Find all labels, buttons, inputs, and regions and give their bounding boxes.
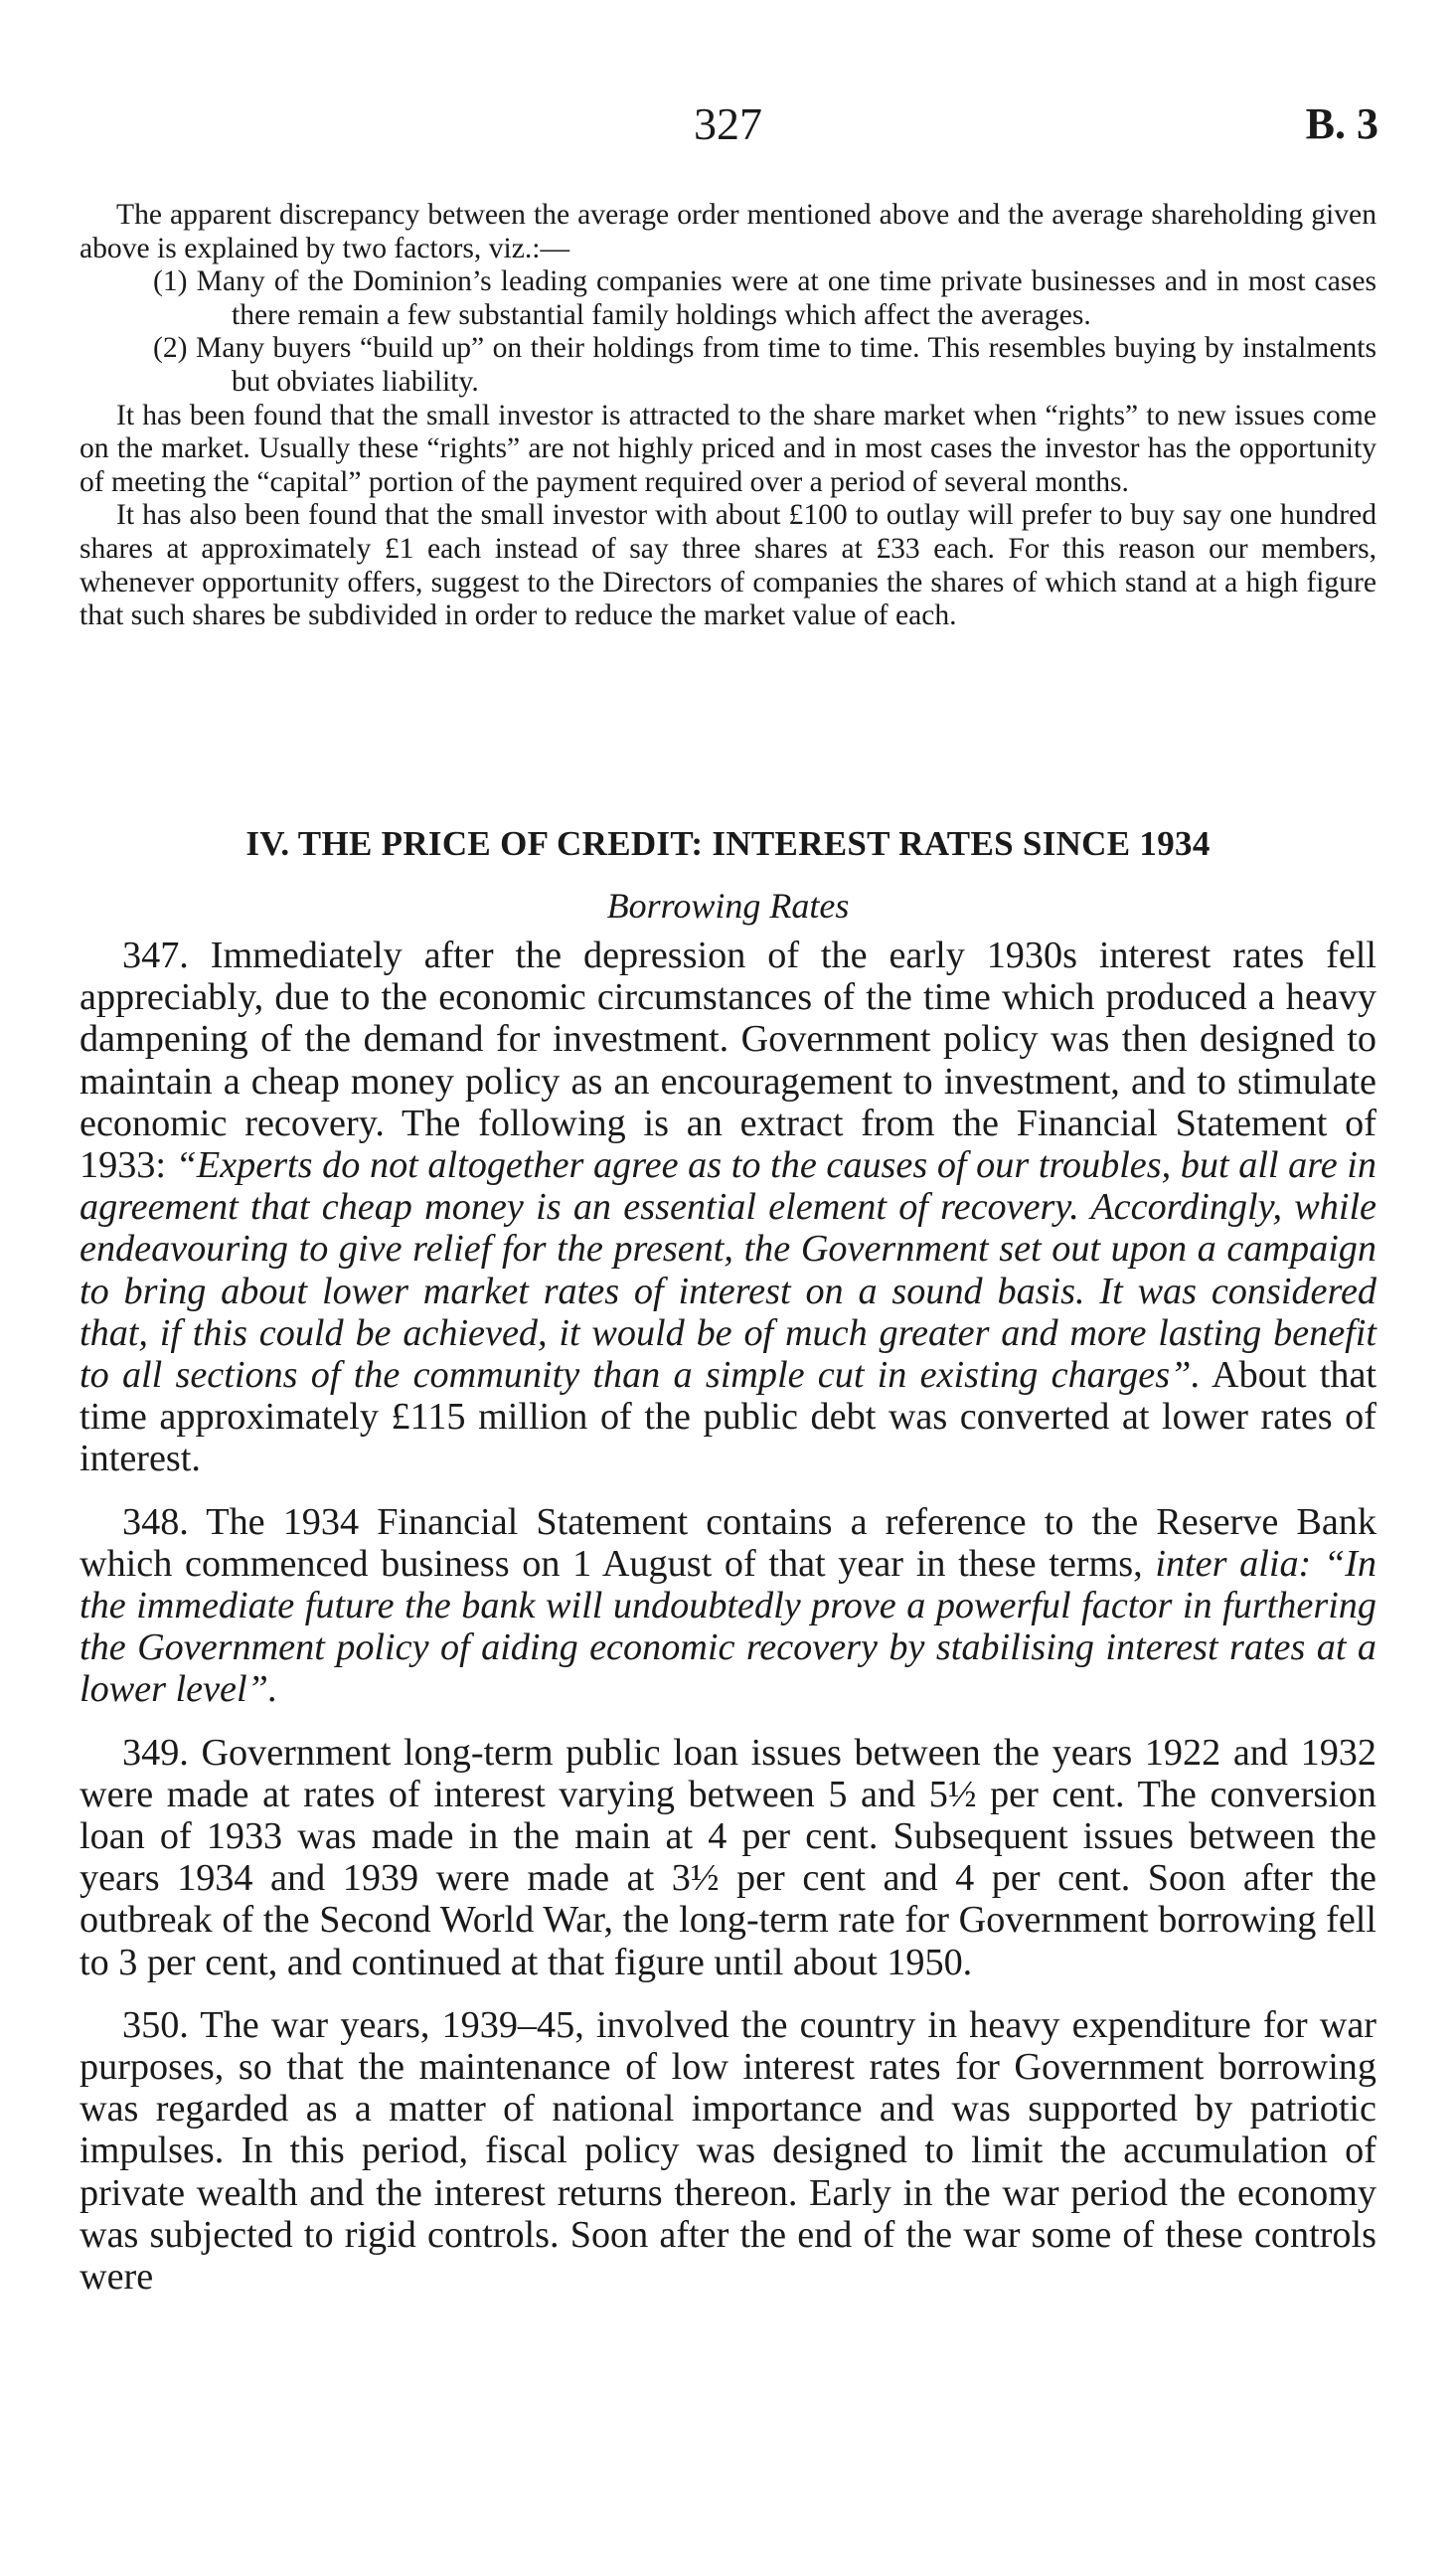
paragraph-text: 347. Immediately after the depression of the early 1930s interest rates fell appreciably, due to the economic circumstances of the time which produced a heavy dampening of the demand for investment. Government policy was then designed to maintain a cheap money policy as an encouragement to investment, and to stimulate economic recovery. The following is an extract from the Financial Statement of 1933: bbox=[80, 935, 1376, 1187]
paragraph-text: 348. The 1934 Financial Statement contains a reference to the Reserve Bank which commenced business on 1 August of that year in these terms, bbox=[80, 1500, 1376, 1585]
list-marker: (1) bbox=[153, 265, 188, 298]
document-reference: B. 3 bbox=[1305, 99, 1378, 148]
paragraph-350: 350. The war years, 1939–45, involved the country in heavy expenditure for war purposes, so that the maintenance of low interest rates for Government borrowing was regarded as a matter of national importance and was supported by patriotic impulses. In this period, fiscal policy was designed to limit the accumulation of private wealth and the interest returns thereon. Early in the war period the economy was subjected to rigid controls. Soon after the end of the war some of these controls were bbox=[80, 2003, 1376, 2299]
list-marker: (2) bbox=[153, 332, 188, 365]
page-number: 327 bbox=[694, 98, 762, 149]
intro-paragraph: The apparent discrepancy between the average order mentioned above and the average shareholding given above is explained by two factors, viz.:— bbox=[80, 199, 1376, 264]
intro-section bbox=[80, 199, 1376, 633]
section-title: IV. THE PRICE OF CREDIT: INTEREST RATES SINCE 1934 bbox=[245, 824, 1211, 863]
quotation: “Experts do not altogether agree as to the causes of our troubles, but all are in agreement that cheap money is an essential element of recovery. Accordingly, while endeavouring to give relief for the present, the Government set out upon a campaign to bring about lower market rates of interest on a sound basis. It was considered that, if this could be achieved, it would be of much greater and more lasting benefit to all sections of the community than a simple cut in existing charges”. bbox=[80, 1144, 1377, 1397]
section-subtitle: Borrowing Rates bbox=[606, 886, 850, 926]
list-item-text: Many of the Dominion’s leading companies were at one time private businesses and in most cases there remain a few substantial family holdings which affect the averages. bbox=[196, 265, 1376, 331]
body-section bbox=[80, 935, 1376, 2318]
quotation: inter alia: “In the immediate future the bank will undoubtedly prove a powerful factor in furthering the Government policy of aiding economic recovery by stabilising interest rates at a lower level”. bbox=[80, 1542, 1376, 1711]
paragraph-text: About that time approximately £115 million of the public debt was converted at lower rates of interest. bbox=[80, 1354, 1376, 1480]
paragraph-347 bbox=[80, 935, 1376, 1480]
intro-paragraph: It has been found that the small investor is attracted to the share market when “rights” to new issues come on the market. Usually these “rights” are not highly priced and in most cases the investor has the opportunity of meeting the “capital” portion of the payment required over a period of several months. bbox=[80, 399, 1376, 498]
list-item-text: Many buyers “build up” on their holdings from time to time. This resembles buying by instalments but obviates liability. bbox=[196, 332, 1376, 398]
paragraph-348 bbox=[80, 1501, 1376, 1711]
list-item bbox=[80, 265, 1376, 332]
intro-paragraph: It has also been found that the small investor with about £100 to outlay will prefer to buy say one hundred shares at approximately £1 each instead of say three shares at £33 each. For this reason our members, whenever opportunity offers, suggest to the Directors of companies the shares of which stand at a high figure that such shares be subdivided in order to reduce the market value of each. bbox=[80, 499, 1376, 632]
list-item bbox=[80, 332, 1376, 399]
paragraph-349: 349. Government long-term public loan issues between the years 1922 and 1932 were made at rates of interest varying between 5 and 5½ per cent. The conversion loan of 1933 was made in the main at 4 per cent. Subsequent issues between the years 1934 and 1939 were made at 3½ per cent and 4 per cent. Soon after the outbreak of the Second World War, the long-term rate for Government borrowing fell to 3 per cent, and continued at that figure until about 1950. bbox=[80, 1731, 1376, 1983]
